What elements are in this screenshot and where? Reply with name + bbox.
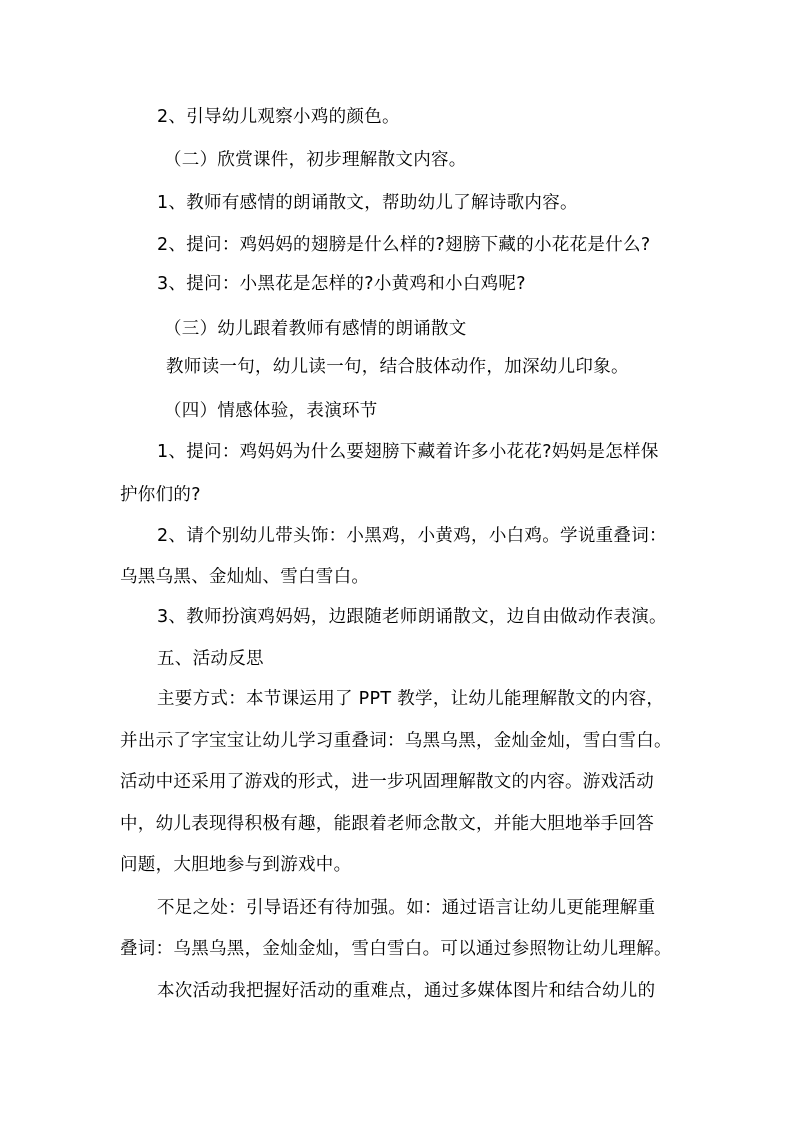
text-line: 不足之处：引导语还有待加强。如：通过语言让幼儿更能理解重: [157, 898, 656, 918]
text-line: 2、提问：鸡妈妈的翅膀是什么样的?翅膀下藏的小花花是什么?: [157, 235, 651, 255]
section-heading: （三）幼儿跟着教师有感情的朗诵散文: [164, 319, 467, 339]
text-line: 本次活动我把握好活动的重难点，通过多媒体图片和结合幼儿的: [157, 981, 656, 1001]
text-line: 1、教师有感情的朗诵散文，帮助幼儿了解诗歌内容。: [157, 193, 578, 213]
text-line: 并出示了字宝宝让幼儿学习重叠词：乌黑乌黑，金灿金灿，雪白雪白。: [120, 731, 672, 751]
text-line: 问题，大胆地参与到游戏中。: [120, 855, 352, 875]
text-line: 2、引导幼儿观察小鸡的颜色。: [157, 107, 400, 127]
text-line: 叠词：乌黑乌黑，金灿金灿，雪白雪白。可以通过参照物让幼儿理解。: [120, 939, 672, 959]
text-line: 1、提问：鸡妈妈为什么要翅膀下藏着许多小花花?妈妈是怎样保: [157, 442, 659, 462]
section-heading: 五、活动反思: [157, 649, 264, 669]
text-line: 3、提问：小黑花是怎样的?小黄鸡和小白鸡呢?: [157, 274, 526, 294]
text-line: 中，幼儿表现得积极有趣，能跟着老师念散文，并能大胆地举手回答: [120, 814, 654, 834]
text-line: 2、请个别幼儿带头饰：小黑鸡，小黄鸡，小白鸡。学说重叠词：: [157, 526, 667, 546]
text-line: 教师读一句，幼儿读一句，结合肢体动作，加深幼儿印象。: [166, 357, 629, 377]
section-heading: （二）欣赏课件，初步理解散文内容。: [164, 150, 467, 170]
section-heading: （四）情感体验，表演环节: [164, 401, 378, 421]
text-line: 乌黑乌黑、金灿灿、雪白雪白。: [120, 567, 370, 587]
text-line: 护你们的?: [120, 485, 201, 505]
text-line: 主要方式：本节课运用了 PPT 教学，让幼儿能理解散文的内容，: [157, 689, 665, 709]
text-line: 活动中还采用了游戏的形式，进一步巩固理解散文的内容。游戏活动: [120, 772, 654, 792]
text-line: 3、教师扮演鸡妈妈，边跟随老师朗诵散文，边自由做动作表演。: [157, 607, 667, 627]
